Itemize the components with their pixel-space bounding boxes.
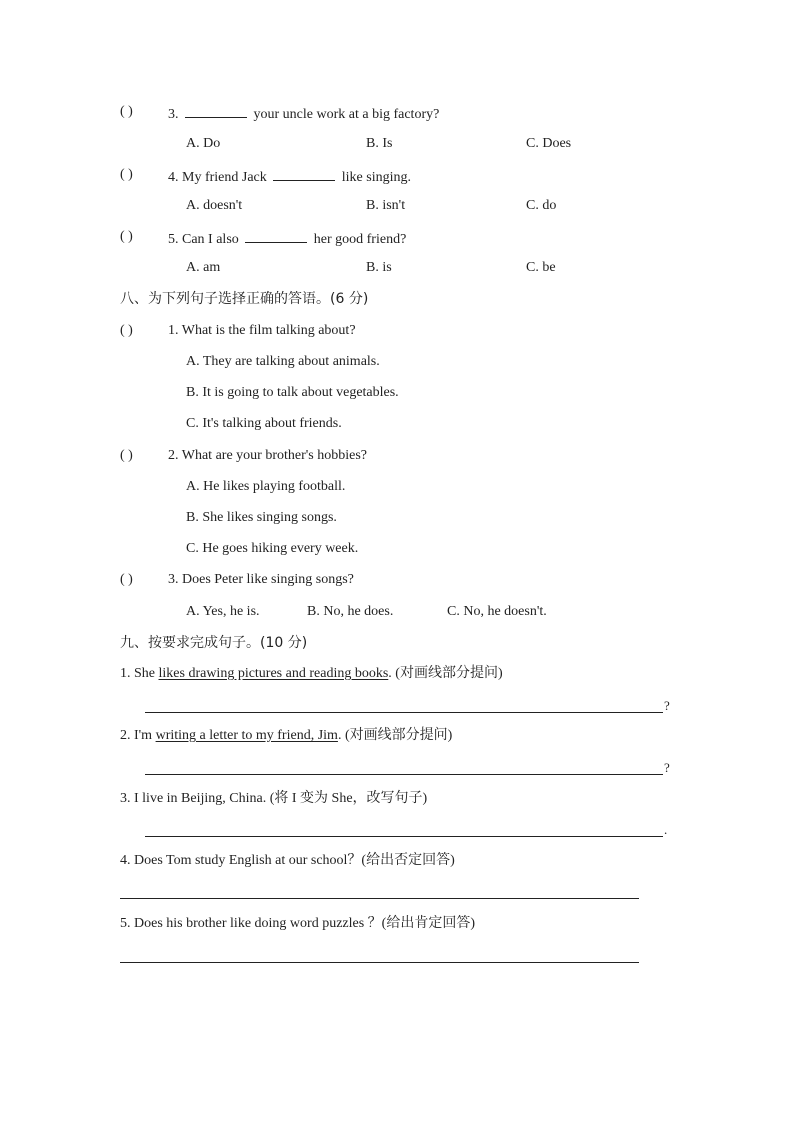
question-text: 2. I'm bbox=[120, 728, 156, 743]
option-a[interactable]: A. am bbox=[186, 260, 221, 275]
option-a[interactable]: A. They are talking about animals. bbox=[186, 354, 380, 369]
question-7-4 bbox=[168, 166, 411, 187]
answer-line[interactable] bbox=[120, 898, 639, 899]
option-c[interactable]: C. He goes hiking every week. bbox=[186, 541, 359, 556]
answer-paren-8-2[interactable]: ( ) bbox=[120, 448, 133, 463]
option-b[interactable]: B. is bbox=[366, 260, 392, 275]
question-number: 5. bbox=[168, 232, 179, 247]
fill-blank[interactable] bbox=[273, 166, 335, 181]
instruction: . (对画线部分提问) bbox=[337, 728, 453, 743]
option-b[interactable]: B. It is going to talk about vegetables. bbox=[186, 385, 399, 400]
fill-blank[interactable] bbox=[185, 103, 247, 118]
answer-line[interactable] bbox=[145, 712, 663, 713]
option-a[interactable]: A. He likes playing football. bbox=[186, 479, 346, 494]
question-text: 1. She bbox=[120, 666, 159, 681]
question-number: 3. bbox=[168, 107, 179, 122]
option-c[interactable]: C. No, he doesn't. bbox=[447, 604, 547, 619]
end-punctuation: . bbox=[664, 822, 668, 837]
question-text-before: My friend Jack bbox=[182, 170, 267, 185]
section-heading-8: 八、为下列句子选择正确的答语。(6 分) bbox=[120, 291, 369, 307]
question-8-1: 1. What is the film talking about? bbox=[168, 323, 356, 338]
option-c[interactable]: C. be bbox=[526, 260, 556, 275]
question-9-3: 3. I live in Beijing, China. (将 I 变为 She，改写句子) bbox=[120, 791, 428, 806]
question-text-before: Can I also bbox=[182, 232, 239, 247]
section-heading-9: 九、按要求完成句子。(10 分) bbox=[120, 635, 308, 651]
question-7-5 bbox=[168, 228, 406, 249]
question-9-1 bbox=[120, 665, 503, 683]
question-text-after: like singing. bbox=[341, 170, 411, 185]
fill-blank[interactable] bbox=[245, 228, 307, 243]
option-c[interactable]: C. do bbox=[526, 198, 557, 213]
question-9-5: 5. Does his brother like doing word puzzles ？(给出肯定回答) bbox=[120, 916, 475, 931]
option-a[interactable]: A. Do bbox=[186, 136, 221, 151]
option-c[interactable]: C. It's talking about friends. bbox=[186, 416, 342, 431]
option-b[interactable]: B. No, he does. bbox=[307, 604, 394, 619]
question-8-2: 2. What are your brother's hobbies? bbox=[168, 448, 367, 463]
answer-line[interactable] bbox=[120, 962, 639, 963]
instruction: . (对画线部分提问) bbox=[388, 666, 503, 681]
option-b[interactable]: B. isn't bbox=[366, 198, 406, 213]
answer-paren-7-3[interactable]: ( ) bbox=[120, 104, 133, 119]
question-text: your uncle work at a big factory? bbox=[253, 107, 440, 122]
option-c[interactable]: C. Does bbox=[526, 136, 572, 151]
underlined-phrase: likes drawing pictures and reading books bbox=[158, 666, 389, 681]
underlined-phrase: writing a letter to my friend, Jim bbox=[155, 728, 338, 743]
answer-paren-7-4[interactable]: ( ) bbox=[120, 167, 133, 182]
answer-line[interactable] bbox=[145, 774, 663, 775]
question-text-after: her good friend? bbox=[313, 232, 407, 247]
end-punctuation: ? bbox=[664, 760, 670, 775]
option-a[interactable]: A. doesn't bbox=[186, 198, 243, 213]
question-8-3: 3. Does Peter like singing songs? bbox=[168, 572, 354, 587]
answer-paren-8-1[interactable]: ( ) bbox=[120, 323, 133, 338]
question-7-3 bbox=[168, 103, 439, 124]
end-punctuation: ? bbox=[664, 698, 670, 713]
option-b[interactable]: B. She likes singing songs. bbox=[186, 510, 337, 525]
answer-paren-8-3[interactable]: ( ) bbox=[120, 572, 133, 587]
answer-paren-7-5[interactable]: ( ) bbox=[120, 229, 133, 244]
answer-line[interactable] bbox=[145, 836, 663, 837]
question-number: 4. bbox=[168, 170, 179, 185]
option-b[interactable]: B. Is bbox=[366, 136, 393, 151]
question-9-4: 4. Does Tom study English at our school？(给出否定回答) bbox=[120, 853, 455, 868]
option-a[interactable]: A. Yes, he is. bbox=[186, 604, 260, 619]
question-9-2 bbox=[120, 727, 452, 745]
